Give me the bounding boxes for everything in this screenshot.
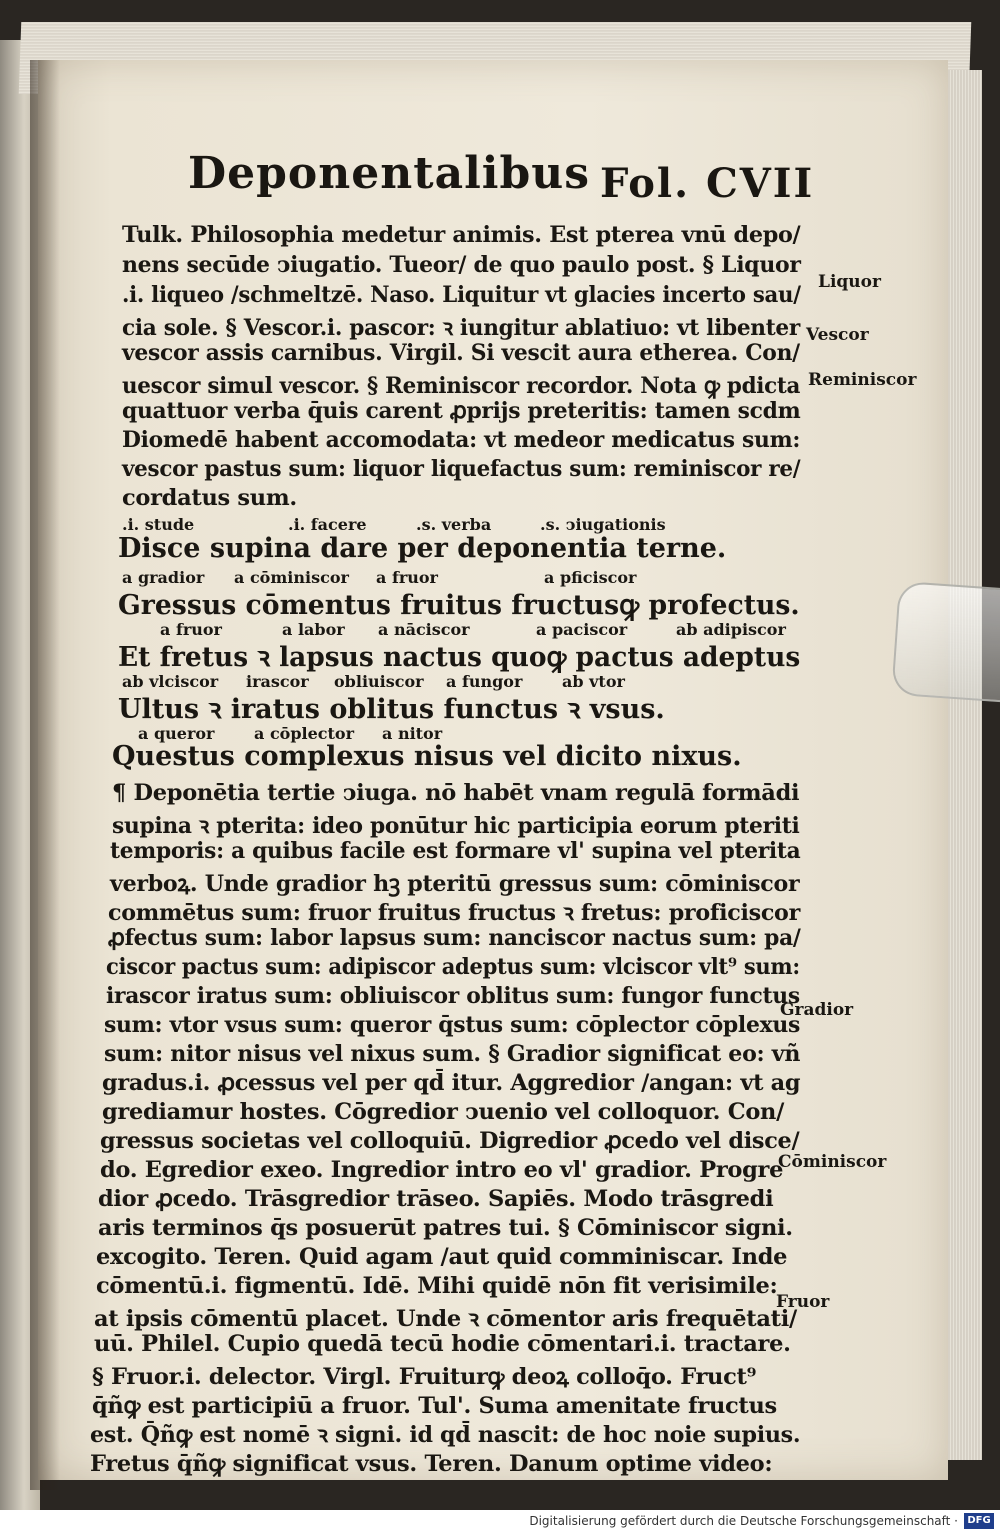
interlinear-gloss: ab adipiscor: [676, 620, 786, 639]
text-line: excogito. Teren. Quid agam /aut quid comminiscar. Inde: [96, 1244, 788, 1270]
text-line: uū. Philel. Cupio quedā tecū hodie cōmentari.i. tractare.: [94, 1331, 791, 1357]
margin-note: Fruor: [776, 1292, 830, 1312]
text-line: cōmentū.i. figmentū. Idē. Mihi quidē nōn fit verisimile:: [96, 1273, 778, 1299]
margin-note: Vescor: [806, 325, 869, 345]
text-line: commētus sum: fruor fruitus fructus ꝛ fretus: proficiscor: [108, 900, 800, 926]
text-line: vescor pastus sum: liquor liquefactus sum: reminiscor re/: [122, 456, 801, 482]
text-line: vescor assis carnibus. Virgil. Si vescit aura etherea. Con/: [122, 340, 800, 366]
interlinear-gloss: a nāciscor: [378, 620, 470, 639]
interlinear-gloss: a cōminiscor: [234, 568, 349, 587]
text-line: Fretus q̄ñꝙ significat vsus. Teren. Danum optime video:: [90, 1451, 773, 1477]
text-line: sum: nitor nisus vel nixus sum. § Gradior significat eo: vñ: [104, 1041, 801, 1067]
text-line: est. Q̄ñꝙ est nomē ꝛ signi. id qd̄ nascit: de hoc noie supius.: [90, 1422, 801, 1448]
text-line: supina ꝛ pterita: ideo ponūtur hic participia eorum pteriti: [112, 813, 800, 839]
text-line: Tulk. Philosophia medetur animis. Est pterea vnū depo/: [122, 222, 801, 248]
text-line: do. Egredior exeo. Ingredior intro eo vl' gradior. Progre: [100, 1157, 784, 1183]
verse-line: Disce supina dare per deponentia terne.: [118, 533, 727, 564]
interlinear-gloss: a gradior: [122, 568, 205, 587]
text-line: .i. liqueo /schmeltzē. Naso. Liquitur vt glacies incerto sau/: [122, 282, 801, 308]
text-line: gradus.i. ꝓcessus vel per qd̄ itur. Aggredior /angan: vt ag: [102, 1070, 801, 1096]
dfg-logo: DFG: [964, 1513, 994, 1529]
funding-credit: Digitalisierung gefördert durch die Deutsche Forschungsgemeinschaft ·: [529, 1514, 958, 1528]
text-line: irascor iratus sum: obliuiscor oblitus sum: fungor functus: [106, 983, 800, 1009]
interlinear-gloss: a fruor: [376, 568, 438, 587]
text-line: nens secūde ↄiugatio. Tueor/ de quo paulo post. § Liquor: [122, 252, 801, 278]
verse-line: Ultus ꝛ iratus oblitus functus ꝛ vsus.: [118, 694, 665, 725]
interlinear-gloss: a paciscor: [536, 620, 628, 639]
margin-note: Reminiscor: [808, 370, 917, 390]
text-line: ¶ Deponētia tertie ↄiuga. nō habēt vnam regulā formādi: [112, 780, 800, 806]
interlinear-gloss: .s. verba: [416, 515, 492, 534]
interlinear-gloss: a pficiscor: [544, 568, 637, 587]
text-line: verboꝝ. Unde gradior hꝫ pteritū gressus sum: cōminiscor: [110, 871, 800, 897]
margin-note: Cōminiscor: [778, 1152, 887, 1172]
text-line: grediamur hostes. Cōgredior ↄuenio vel colloquor. Con/: [102, 1099, 785, 1125]
text-line: ꝓfectus sum: labor lapsus sum: nanciscor nactus sum: pa/: [108, 925, 801, 951]
digitization-footer: [0, 1510, 1000, 1533]
text-line: dior ꝓcedo. Trāsgredior trāseo. Sapiēs. Modo trāsgredi: [98, 1186, 774, 1212]
text-line: sum: vtor vsus sum: queror q̄stus sum: cōplector cōplexus: [104, 1012, 801, 1038]
interlinear-gloss: .i. facere: [288, 515, 367, 534]
interlinear-gloss: a labor: [282, 620, 345, 639]
margin-note: Gradior: [780, 1000, 854, 1020]
folio-number: Fol. CVII: [600, 160, 815, 207]
text-line: at ipsis cōmentū placet. Unde ꝛ cōmentor aris frequētati/: [94, 1306, 797, 1332]
interlinear-gloss: irascor: [246, 672, 309, 691]
verse-line: Questus complexus nisus vel dicito nixus.: [112, 741, 742, 772]
verse-line: Gressus cōmentus fruitus fructusꝙ profectus.: [118, 590, 800, 621]
text-line: Diomedē habent accomodata: vt medeor medicatus sum:: [122, 427, 801, 453]
interlinear-gloss: a fruor: [160, 620, 222, 639]
text-line: quattuor verba q̄uis carent ꝓprijs preteritis: tamen scdm: [122, 398, 801, 424]
interlinear-gloss: ab vlciscor: [122, 672, 219, 691]
margin-note: Liquor: [818, 272, 881, 292]
page-marker-clip: [891, 581, 1000, 703]
spine-shadow: [30, 60, 60, 1490]
interlinear-gloss: .s. ↄiugationis: [540, 515, 666, 534]
text-line: cordatus sum.: [122, 485, 297, 511]
text-line: aris terminos q̄s posuerūt patres tui. § Cōminiscor signi.: [98, 1215, 793, 1241]
text-line: § Fruor.i. delector. Virgl. Fruiturꝙ deoꝝ colloq̄o. Fruct⁹: [92, 1364, 757, 1390]
interlinear-gloss: a queror: [138, 724, 215, 743]
interlinear-gloss: ab vtor: [562, 672, 625, 691]
interlinear-gloss: obliuiscor: [334, 672, 424, 691]
interlinear-gloss: .i. stude: [122, 515, 195, 534]
text-line: cia sole. § Vescor.i. pascor: ꝛ iungitur ablatiuo: vt libenter: [122, 315, 800, 341]
interlinear-gloss: a nitor: [382, 724, 443, 743]
text-line: q̄ñꝙ est participiū a fruor. Tul'. Suma amenitate fructus: [92, 1393, 777, 1419]
text-line: temporis: a quibus facile est formare vl' supina vel pterita: [110, 838, 801, 864]
text-line: gressus societas vel colloquiū. Digredior ꝓcedo vel disce/: [100, 1128, 800, 1154]
interlinear-gloss: a cōplector: [254, 724, 355, 743]
interlinear-gloss: a fungor: [446, 672, 523, 691]
verse-line: Et fretus ꝛ lapsus nactus quoꝙ pactus adeptus: [118, 642, 801, 673]
running-title: Deponentalibus: [188, 148, 591, 199]
text-line: ciscor pactus sum: adipiscor adeptus sum: vlciscor vlt⁹ sum:: [106, 954, 800, 980]
text-line: uescor simul vescor. § Reminiscor recordor. Nota ꝙ pdicta: [122, 373, 801, 399]
